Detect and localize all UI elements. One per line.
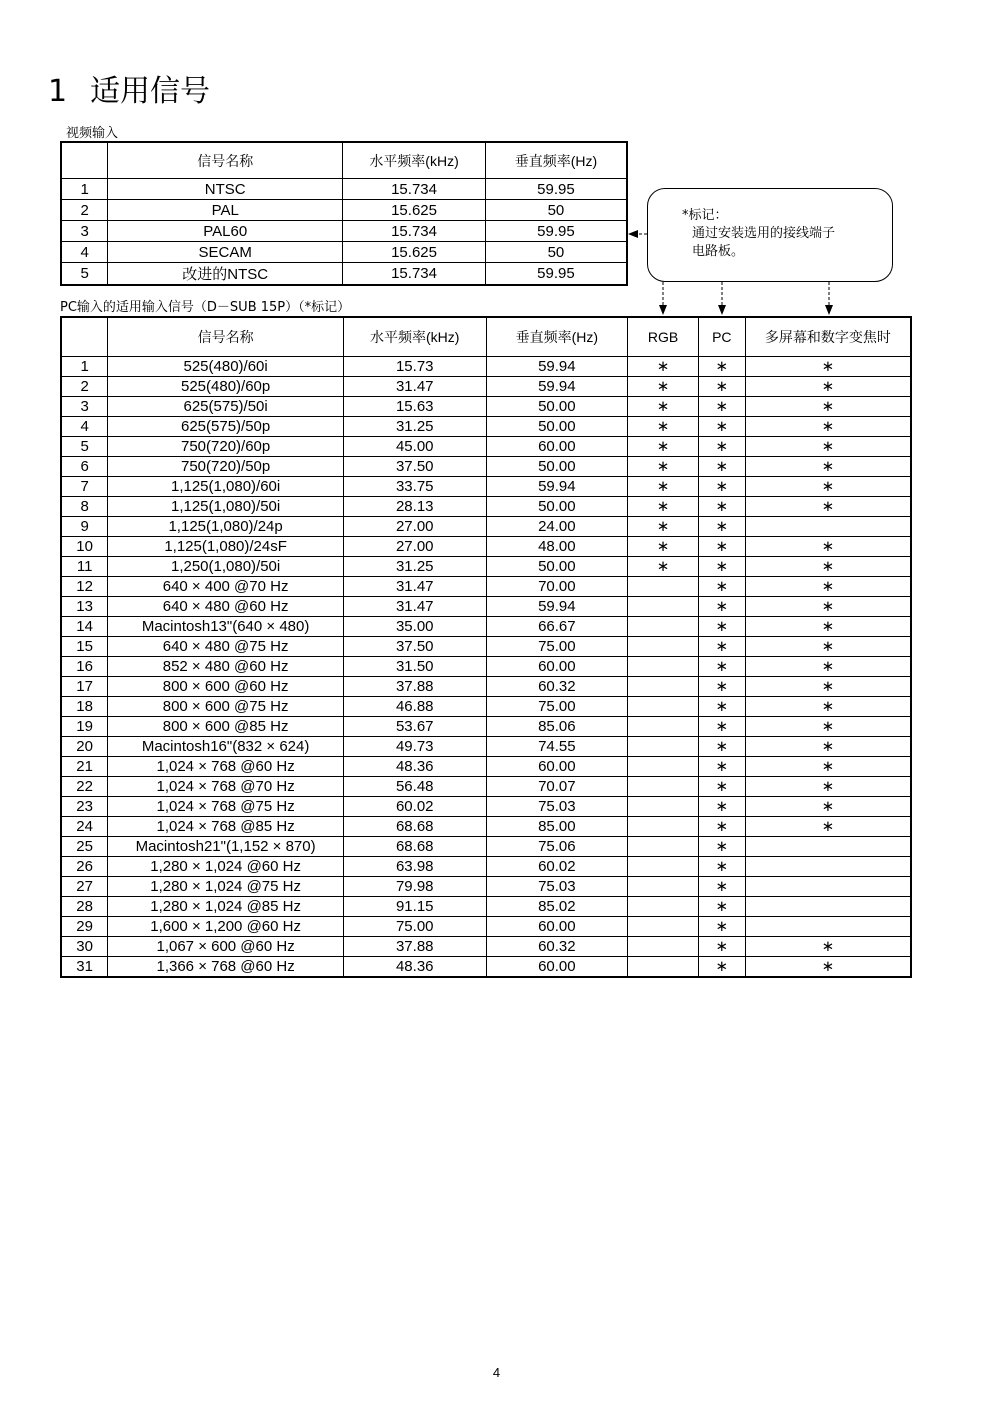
table-cell: 35.00 [343, 617, 486, 637]
table-cell: 31.47 [343, 597, 486, 617]
table-cell: ∗ [628, 417, 699, 437]
table-cell: ∗ [698, 777, 745, 797]
table-cell: 85.00 [486, 817, 628, 837]
table-row [61, 697, 911, 717]
table-cell: ∗ [628, 357, 699, 377]
table-cell: 15.734 [343, 221, 486, 242]
table-row [61, 597, 911, 617]
column-header: 垂直频率(Hz) [485, 142, 627, 179]
table-cell [628, 877, 699, 897]
table-cell: ∗ [628, 537, 699, 557]
table-cell [628, 637, 699, 657]
table-cell: 15.73 [343, 357, 486, 377]
table-cell: ∗ [745, 757, 911, 777]
table-row [61, 357, 911, 377]
table-cell: 11 [61, 557, 108, 577]
table-cell [628, 917, 699, 937]
table-cell: 1,024 × 768 @70 Hz [108, 777, 344, 797]
table-cell: 3 [61, 221, 108, 242]
table-cell: ∗ [698, 417, 745, 437]
table-cell: 60.00 [486, 437, 628, 457]
table-cell: 750(720)/60p [108, 437, 344, 457]
table-row [61, 417, 911, 437]
table-cell [628, 597, 699, 617]
table-cell: 27.00 [343, 517, 486, 537]
table-cell: 640 × 480 @60 Hz [108, 597, 344, 617]
table-cell: ∗ [745, 617, 911, 637]
table-cell: 5 [61, 437, 108, 457]
table-cell: 20 [61, 737, 108, 757]
table-cell: ∗ [698, 717, 745, 737]
table-cell [628, 677, 699, 697]
table-cell: ∗ [698, 697, 745, 717]
table-cell: 68.68 [343, 817, 486, 837]
table-cell: 31.25 [343, 557, 486, 577]
table-cell: 50 [485, 242, 627, 263]
table-row [61, 457, 911, 477]
table-cell: 85.06 [486, 717, 628, 737]
table-row [61, 537, 911, 557]
table-cell: 59.94 [486, 477, 628, 497]
table-cell: 1,250(1,080)/50i [108, 557, 344, 577]
table-cell: 625(575)/50i [108, 397, 344, 417]
table-cell [745, 857, 911, 877]
table-cell: 59.95 [485, 263, 627, 286]
column-header: 多屏幕和数字变焦时 [745, 317, 911, 357]
heading-text: 适用信号 [90, 74, 210, 109]
table-cell [628, 797, 699, 817]
table-cell: 1,280 × 1,024 @60 Hz [108, 857, 344, 877]
table-cell: ∗ [698, 557, 745, 577]
table-cell: PAL60 [108, 221, 343, 242]
table-cell: ∗ [698, 757, 745, 777]
table-cell: ∗ [745, 497, 911, 517]
table-cell: SECAM [108, 242, 343, 263]
table-row [61, 437, 911, 457]
table-row [61, 657, 911, 677]
column-header: 信号名称 [108, 317, 344, 357]
table-cell: 74.55 [486, 737, 628, 757]
table-cell: ∗ [698, 737, 745, 757]
table-cell: 50.00 [486, 457, 628, 477]
table-cell: 31.50 [343, 657, 486, 677]
table-cell: ∗ [745, 657, 911, 677]
table-cell [628, 697, 699, 717]
table-cell: 28.13 [343, 497, 486, 517]
table-cell: ∗ [698, 677, 745, 697]
table-cell: 75.03 [486, 797, 628, 817]
table-cell: 15.625 [343, 242, 486, 263]
table-cell: 59.94 [486, 357, 628, 377]
table-cell [628, 817, 699, 837]
table-cell: 59.95 [485, 179, 627, 200]
table-cell [628, 577, 699, 597]
table-cell: 31.47 [343, 577, 486, 597]
table-cell: ∗ [698, 377, 745, 397]
table-cell: 37.88 [343, 677, 486, 697]
video-input-label: 视频输入 [66, 126, 119, 141]
table-row [61, 757, 911, 777]
table-row [61, 817, 911, 837]
table-cell: ∗ [698, 457, 745, 477]
table-cell: 1,125(1,080)/24sF [108, 537, 344, 557]
table-cell: 1,600 × 1,200 @60 Hz [108, 917, 344, 937]
table-cell: 60.32 [486, 937, 628, 957]
table-cell: 15.625 [343, 200, 486, 221]
table-cell: ∗ [745, 937, 911, 957]
table-cell: ∗ [698, 477, 745, 497]
table-cell: ∗ [745, 357, 911, 377]
table-cell: 625(575)/50p [108, 417, 344, 437]
table-cell: 37.50 [343, 637, 486, 657]
table-cell: 24.00 [486, 517, 628, 537]
table-cell: ∗ [698, 517, 745, 537]
table-cell: 13 [61, 597, 108, 617]
table-cell: 5 [61, 263, 108, 286]
table-cell [628, 957, 699, 978]
table-cell: ∗ [698, 857, 745, 877]
table-cell: 1,125(1,080)/50i [108, 497, 344, 517]
table-cell: 60.00 [486, 957, 628, 978]
table-row [61, 897, 911, 917]
table-cell: ∗ [628, 497, 699, 517]
table-cell: 29 [61, 917, 108, 937]
table-cell: 75.00 [486, 697, 628, 717]
table-cell: 75.00 [486, 637, 628, 657]
table-cell: 1,280 × 1,024 @75 Hz [108, 877, 344, 897]
table-cell: 46.88 [343, 697, 486, 717]
table-cell: 53.67 [343, 717, 486, 737]
table-cell [628, 837, 699, 857]
table-cell: 50.00 [486, 497, 628, 517]
table-row [61, 477, 911, 497]
table-cell: Macintosh13"(640 × 480) [108, 617, 344, 637]
table-cell: ∗ [698, 657, 745, 677]
table-cell: ∗ [698, 957, 745, 978]
table-cell: ∗ [745, 397, 911, 417]
table-cell: ∗ [745, 737, 911, 757]
table-cell: ∗ [698, 797, 745, 817]
table-cell: 8 [61, 497, 108, 517]
table-cell: 68.68 [343, 837, 486, 857]
table-cell: 48.00 [486, 537, 628, 557]
table-cell: ∗ [628, 397, 699, 417]
table-row [61, 917, 911, 937]
table-cell: 59.94 [486, 377, 628, 397]
table-cell: 1 [61, 357, 108, 377]
note-text-2: 电路板。 [692, 244, 745, 259]
table-cell: 59.95 [485, 221, 627, 242]
table-cell: ∗ [628, 557, 699, 577]
table-cell: 56.48 [343, 777, 486, 797]
table-cell: 75.00 [343, 917, 486, 937]
table-cell: 1,024 × 768 @85 Hz [108, 817, 344, 837]
table-cell: 750(720)/50p [108, 457, 344, 477]
table-cell: ∗ [698, 537, 745, 557]
table-row [61, 957, 911, 978]
table-cell [628, 757, 699, 777]
table-cell: 852 × 480 @60 Hz [108, 657, 344, 677]
table-row [61, 797, 911, 817]
table-cell: 60.00 [486, 757, 628, 777]
pc-input-table [60, 316, 912, 978]
table-cell: 改进的NTSC [108, 263, 343, 286]
table-cell: 1,125(1,080)/24p [108, 517, 344, 537]
table-cell: ∗ [745, 457, 911, 477]
table-cell [745, 517, 911, 537]
heading-number: 1 [48, 74, 68, 109]
table-cell: 59.94 [486, 597, 628, 617]
table-row [61, 517, 911, 537]
table-cell: 37.50 [343, 457, 486, 477]
table-cell: 2 [61, 200, 108, 221]
note-title: *标记： [682, 208, 728, 223]
table-cell: 50.00 [486, 417, 628, 437]
table-cell: 800 × 600 @85 Hz [108, 717, 344, 737]
table-cell [628, 717, 699, 737]
table-cell: 66.67 [486, 617, 628, 637]
table-row [61, 717, 911, 737]
table-cell: ∗ [628, 377, 699, 397]
table-cell: ∗ [745, 577, 911, 597]
table-cell: ∗ [745, 377, 911, 397]
table-cell: 25 [61, 837, 108, 857]
table-cell: 15 [61, 637, 108, 657]
table-cell: 27.00 [343, 537, 486, 557]
table-cell: 70.07 [486, 777, 628, 797]
table-cell: 75.06 [486, 837, 628, 857]
table-cell: 1,024 × 768 @75 Hz [108, 797, 344, 817]
table-cell: 33.75 [343, 477, 486, 497]
table-cell: ∗ [628, 517, 699, 537]
table-cell: 17 [61, 677, 108, 697]
table-cell: ∗ [628, 457, 699, 477]
table-cell: 85.02 [486, 897, 628, 917]
table-cell: ∗ [698, 937, 745, 957]
table-cell: ∗ [745, 717, 911, 737]
table-cell: 640 × 480 @75 Hz [108, 637, 344, 657]
table-cell: 3 [61, 397, 108, 417]
table-cell: 16 [61, 657, 108, 677]
table-cell: ∗ [698, 357, 745, 377]
table-cell: 21 [61, 757, 108, 777]
table-cell: ∗ [745, 637, 911, 657]
table-cell: ∗ [698, 817, 745, 837]
table-cell: ∗ [745, 677, 911, 697]
table-row [61, 677, 911, 697]
table-cell: 6 [61, 457, 108, 477]
table-cell: 1,125(1,080)/60i [108, 477, 344, 497]
table-cell: 24 [61, 817, 108, 837]
table-cell [628, 857, 699, 877]
table-cell: 60.02 [486, 857, 628, 877]
table-cell: ∗ [745, 437, 911, 457]
table-cell: ∗ [698, 897, 745, 917]
table-cell: 48.36 [343, 957, 486, 978]
table-cell: 525(480)/60i [108, 357, 344, 377]
table-cell: 9 [61, 517, 108, 537]
column-header [61, 317, 108, 357]
table-cell: 15.734 [343, 179, 486, 200]
table-cell: 60.00 [486, 917, 628, 937]
table-cell: 31.47 [343, 377, 486, 397]
table-cell: ∗ [628, 477, 699, 497]
table-cell: 1 [61, 179, 108, 200]
table-cell [628, 937, 699, 957]
column-header: 水平频率(kHz) [343, 142, 486, 179]
callout-arrows [0, 0, 993, 330]
column-header: RGB [628, 317, 699, 357]
table-cell: ∗ [698, 917, 745, 937]
table-cell: ∗ [745, 557, 911, 577]
table-cell: 75.03 [486, 877, 628, 897]
table-cell [628, 657, 699, 677]
table-cell: 30 [61, 937, 108, 957]
table-cell: ∗ [745, 957, 911, 978]
table-row [61, 837, 911, 857]
table-cell: 23 [61, 797, 108, 817]
table-cell: NTSC [108, 179, 343, 200]
table-cell: 48.36 [343, 757, 486, 777]
table-cell: 7 [61, 477, 108, 497]
table-cell [628, 777, 699, 797]
table-cell: 91.15 [343, 897, 486, 917]
pc-input-label: PC输入的适用输入信号（D－SUB 15P）（*标记） [60, 300, 351, 315]
table-row [61, 397, 911, 417]
table-header-row [61, 317, 911, 357]
table-cell: 79.98 [343, 877, 486, 897]
table-row [61, 497, 911, 517]
table-row [61, 637, 911, 657]
table-row [61, 577, 911, 597]
table-cell: 15.63 [343, 397, 486, 417]
table-cell: 49.73 [343, 737, 486, 757]
table-cell: 1,280 × 1,024 @85 Hz [108, 897, 344, 917]
table-body [61, 357, 911, 978]
table-cell: 28 [61, 897, 108, 917]
table-cell: 50.00 [486, 397, 628, 417]
table-cell: ∗ [745, 697, 911, 717]
table-cell: ∗ [745, 817, 911, 837]
table-cell [745, 917, 911, 937]
table-cell: 2 [61, 377, 108, 397]
table-row [61, 877, 911, 897]
table-cell: ∗ [698, 397, 745, 417]
table-cell: 12 [61, 577, 108, 597]
table-cell: 4 [61, 417, 108, 437]
column-header: 垂直频率(Hz) [486, 317, 628, 357]
table-cell: 800 × 600 @75 Hz [108, 697, 344, 717]
table-cell: ∗ [698, 577, 745, 597]
table-row [61, 937, 911, 957]
table-cell: 525(480)/60p [108, 377, 344, 397]
table-cell: 14 [61, 617, 108, 637]
table-cell: 60.02 [343, 797, 486, 817]
table-cell: ∗ [698, 497, 745, 517]
table-cell: 640 × 400 @70 Hz [108, 577, 344, 597]
table-cell: ∗ [628, 437, 699, 457]
table-cell [745, 877, 911, 897]
table-cell: 22 [61, 777, 108, 797]
table-cell: 1,067 × 600 @60 Hz [108, 937, 344, 957]
table-cell: 10 [61, 537, 108, 557]
table-cell [628, 737, 699, 757]
table-cell: 1,024 × 768 @60 Hz [108, 757, 344, 777]
table-cell: ∗ [698, 837, 745, 857]
table-row [61, 777, 911, 797]
table-cell: Macintosh21"(1,152 × 870) [108, 837, 344, 857]
table-cell: 60.32 [486, 677, 628, 697]
table-cell: 4 [61, 242, 108, 263]
table-cell: 18 [61, 697, 108, 717]
table-cell: ∗ [698, 437, 745, 457]
table-cell: 1,366 × 768 @60 Hz [108, 957, 344, 978]
table-cell: ∗ [745, 777, 911, 797]
note-text-1: 通过安装选用的接线端子 [692, 226, 836, 241]
table-cell: 70.00 [486, 577, 628, 597]
table-cell: ∗ [745, 477, 911, 497]
table-cell: ∗ [745, 417, 911, 437]
table-cell: 15.734 [343, 263, 486, 286]
table-cell: 800 × 600 @60 Hz [108, 677, 344, 697]
table-cell: 26 [61, 857, 108, 877]
table-cell [628, 897, 699, 917]
table-row [61, 557, 911, 577]
table-cell: ∗ [698, 617, 745, 637]
table-cell: 45.00 [343, 437, 486, 457]
column-header: PC [698, 317, 745, 357]
page-number: 4 [492, 1365, 501, 1380]
table-cell [745, 897, 911, 917]
column-header: 水平频率(kHz) [343, 317, 486, 357]
column-header: 信号名称 [108, 142, 343, 179]
table-cell: 50.00 [486, 557, 628, 577]
table-cell: 27 [61, 877, 108, 897]
table-row [61, 377, 911, 397]
table-cell: Macintosh16"(832 × 624) [108, 737, 344, 757]
table-cell: 50 [485, 200, 627, 221]
table-cell: ∗ [698, 637, 745, 657]
table-cell: 19 [61, 717, 108, 737]
table-cell: 63.98 [343, 857, 486, 877]
table-cell [628, 617, 699, 637]
table-cell: PAL [108, 200, 343, 221]
table-cell: 60.00 [486, 657, 628, 677]
table-cell: ∗ [745, 597, 911, 617]
table-cell: 37.88 [343, 937, 486, 957]
table-cell: ∗ [698, 877, 745, 897]
table-cell: 31 [61, 957, 108, 978]
table-cell: ∗ [698, 597, 745, 617]
table-row [61, 617, 911, 637]
table-cell [745, 837, 911, 857]
table-cell: ∗ [745, 537, 911, 557]
table-row [61, 857, 911, 877]
table-cell: 31.25 [343, 417, 486, 437]
table-cell: ∗ [745, 797, 911, 817]
table-row [61, 737, 911, 757]
